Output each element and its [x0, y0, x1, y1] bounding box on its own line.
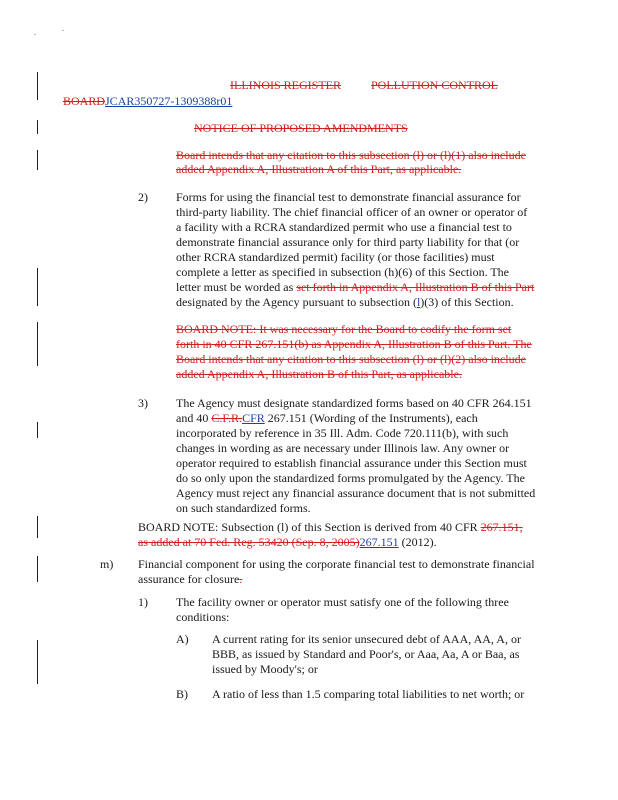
item-2-text: other RCRA standardized permit) facility (or those facilities) must	[176, 250, 495, 264]
header-board-line	[63, 94, 232, 108]
deleted-board-note-line: Board intends that any citation to this subsection (l) or (l)(2) also include	[176, 352, 526, 366]
change-bar	[37, 516, 38, 538]
item-3-text: incorporated by reference in 35 Ill. Adm. Code 720.111(b), with such	[176, 426, 509, 440]
item-3-text-part: and 40	[176, 411, 212, 425]
jcar-code: JCAR350727-1309388r01	[105, 94, 233, 108]
board-note-text: BOARD NOTE: Subsection (l) of this Section is derived from 40 CFR	[138, 520, 481, 534]
change-bar	[37, 72, 38, 100]
change-bar	[37, 322, 38, 366]
change-bar	[37, 556, 38, 582]
item-3-text: Agency must reject any financial assurance document that is not submitted	[176, 486, 536, 500]
header-board-deleted: BOARD	[63, 94, 106, 108]
header-register: ILLINOIS REGISTER	[230, 78, 341, 92]
item-3-text: do so only upon the standardized forms promulgated by the Agency. The	[176, 471, 525, 485]
deleted-board-note-line: forth in 40 CFR 267.151(b) as Appendix A, Illustration B of this Part. The	[176, 337, 532, 351]
inserted-text: l	[416, 295, 421, 309]
item-3-text: changes in wording as are necessary under Illinois law. Any owner or	[176, 441, 510, 455]
item-1-text: The facility owner or operator must satisfy one of the following three	[176, 595, 509, 609]
deleted-board-note-line: BOARD NOTE: It was necessary for the Board to codify the form set	[176, 322, 512, 336]
item-1-number: 1)	[138, 595, 148, 609]
item-2-text	[176, 295, 514, 309]
item-m-number: m)	[100, 557, 114, 571]
change-bar	[37, 150, 38, 170]
item-2-text-part: letter must be worded as	[176, 280, 297, 294]
deleted-board-note-line: added Appendix A, Illustration B of this Part, as applicable.	[176, 367, 462, 381]
item-2-text: Forms for using the financial test to demonstrate financial assurance for	[176, 190, 521, 204]
item-b-letter: B)	[176, 687, 188, 701]
item-m-text: Financial component for using the corporate financial test to demonstrate financial	[138, 557, 535, 571]
board-note-text: (2012).	[398, 535, 437, 549]
deleted-text: .	[239, 572, 243, 586]
item-m-text	[138, 572, 242, 586]
deleted-text: C.F.R.	[211, 411, 243, 425]
item-2-number: 2)	[138, 190, 148, 204]
item-3-text: The Agency must designate standardized forms based on 40 CFR 264.151	[176, 396, 532, 410]
item-2-text-part: designated by the Agency pursuant to subsection (	[176, 295, 417, 309]
inserted-text: 267.151	[359, 535, 399, 549]
item-a-text: issued by Moody's; or	[212, 662, 318, 676]
change-bar	[37, 640, 38, 684]
deleted-note-line: added Appendix A, Illustration A of this Part, as applicable.	[176, 162, 462, 176]
item-2-text-part: )(3) of this Section.	[420, 295, 514, 309]
deleted-note-line: Board intends that any citation to this subsection (l) or (l)(1) also include	[176, 148, 526, 162]
scan-mark	[34, 34, 36, 35]
inserted-text: CFR	[242, 411, 265, 425]
notice-title: NOTICE OF PROPOSED AMENDMENTS	[194, 121, 408, 135]
item-3-text: on such standardized forms.	[176, 501, 311, 515]
item-2-text: third-party liability. The chief financial officer of an owner or operator of	[176, 205, 528, 219]
item-3-text: operator required to establish financial assurance under this Section must	[176, 456, 527, 470]
item-2-text: demonstrate financial assurance only for third party liability for that (or	[176, 235, 520, 249]
change-bar	[37, 120, 38, 134]
change-bar	[37, 268, 38, 306]
item-2-text: complete a letter as specified in subsection (h)(6) of this Section. The	[176, 265, 510, 279]
item-1-text: conditions:	[176, 610, 230, 624]
item-3-text	[176, 411, 478, 425]
deleted-text: 267.151,	[480, 520, 523, 534]
item-m-text-part: assurance for closure	[138, 572, 240, 586]
item-2-text: a facility with a RCRA standardized permit who use a financial test to	[176, 220, 512, 234]
item-a-text: BBB, as issued by Standard and Poor's, or Aaa, Aa, A or Baa, as	[212, 647, 520, 661]
change-bar	[37, 422, 38, 438]
item-a-text: A current rating for its senior unsecured debt of AAA, AA, A, or	[212, 632, 521, 646]
item-a-letter: A)	[176, 632, 189, 646]
scan-mark	[62, 30, 64, 31]
item-3-text-part: 267.151 (Wording of the Instruments), each	[264, 411, 478, 425]
deleted-text: set forth in Appendix A, Illustration B of this Part	[296, 280, 535, 294]
board-note	[138, 535, 437, 549]
item-2-text	[176, 280, 534, 294]
board-note	[138, 520, 523, 534]
header-pollution-control: POLLUTION CONTROL	[371, 78, 498, 92]
item-b-text: A ratio of less than 1.5 comparing total liabilities to net worth; or	[212, 687, 525, 701]
item-3-number: 3)	[138, 396, 148, 410]
deleted-text: as added at 70 Fed. Reg. 53420 (Sep. 8, 2005)	[138, 535, 360, 549]
